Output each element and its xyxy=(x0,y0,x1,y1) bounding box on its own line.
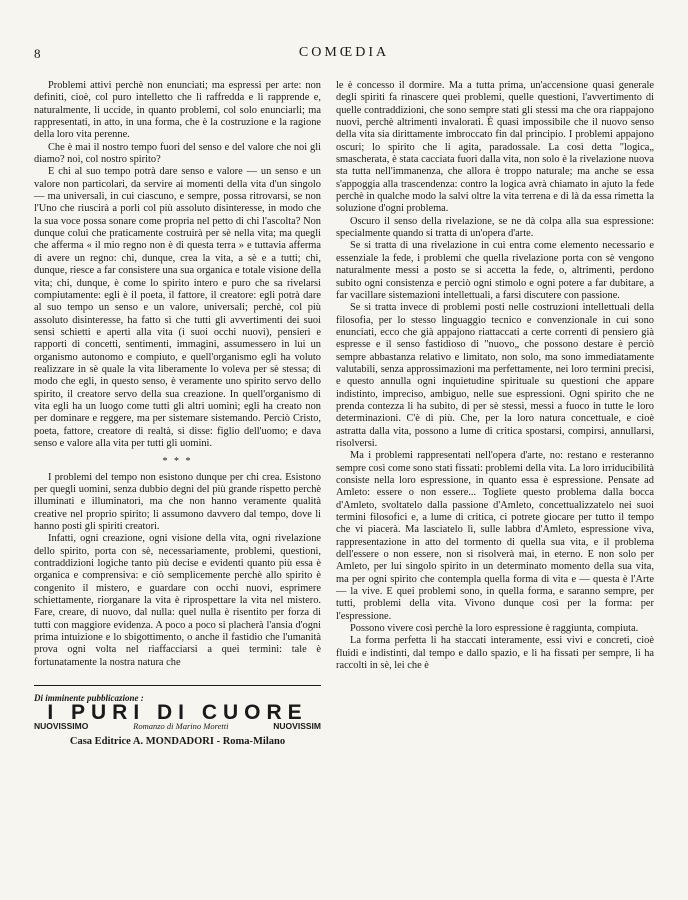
left-column xyxy=(34,80,321,749)
right-paragraph-4: Se si tratta invece di problemi posti nelle costruzioni intellettuali della filosofia, per lo stesso linguaggio tecnico e convenzionale in cui sono enunciati, ecco che già appajono riattaccati a certe correnti di pensiero già espresse e il senso fastidioso di "nuovo„ che possono destare è perciò sempre abbastanza relativo e limitato, non solo, ma sono immediatamente valutabili, senza approssimazioni ma perfettamente, nei loro termini precisi, e questo annulla ogni inquietudine spirituale su questioni che appare indistinto, impreciso, ambiguo, nelle sue espressioni. Ogni spirito che ne prenda contezza li ha subito, di per sè stessi, messi a fuoco in tutte le loro determinazioni. C'è di più. Che, per la loro natura concettuale, e cioè astratta dalla vita, possono a lume di critica spostarsi, compirsi, annullarsi, risolversi. xyxy=(336,302,654,449)
ad-tag-right: NUOVISSIM xyxy=(273,720,321,731)
right-paragraph-6: Possono vivere così perchè la loro espressione è raggiunta, compiuta. xyxy=(350,623,639,635)
right-paragraph-1: le è concesso il dormire. Ma a tutta prima, un'accensione quasi generale degli spiriti fa rinascere quei problemi, quelle questioni, l'avvertimento di quelle contraddizioni, che sono sempre stati gli stessi ma che ora riappajono nuovi, perchè altrimenti invalorati. È quasi impossibile che il nuovo senso della vita sia dirittamente imbroccato fin dal principio. I problemi appajono oscuri; lo spirito che li agita, paradossale. La così detta "logica„ smascherata, è stata cacciata fuori dalla vita, non solo è la rivelazione nuova sta tutta nell'immanenza, che allora è troppo naturale; ma anche se essa s'appoggia alla trascendenza: contro la logica avrà chiamato in ajuto la fede perchè in qualche modo la salvi oltre la vita terrena e di là da essa rimetta la soluzione d'ogni problema. xyxy=(336,80,654,215)
left-paragraph-5: Infatti, ogni creazione, ogni visione della vita, ogni rivelazione dello spirito, porta con sè, necessariamente, problemi, questioni, contraddizioni logiche tanto più decise e evidenti quanto più essa è organica e comprensiva: e ciò semplicemente perchè allo spirito è congenito il mistero, e guardare con occhi nuovi, esprimere schiettamente, riorganare la vita è riprospettare la vita nel mistero. Fare, creare, di nuovo, dal nulla: quel nulla è risentito per forza di tutti con maggiore evidenza. A poco a poco si placherà l'ansia d'ogni prima intuizione e lo sbigottimento, o anche il fastidio che l'umanità prova ogni volta nel riaffacciarsi a quei termini: tale è fortunatamente la nostra natura che xyxy=(34,533,321,668)
right-paragraph-7: La forma perfetta li ha staccati interamente, essi vivi e concreti, cioè fluidi e indistinti, dal tempo e dallo spazio, e li ha fissati per sempre, li ha raccolti in sè, lei che è xyxy=(336,635,654,672)
right-paragraph-5: Ma i problemi rappresentati nell'opera d'arte, no: restano e resteranno sempre così come sono stati fissati: problemi della vita. La loro irriducibilità consiste nella loro espressione, in quanto essa è espressione. Pensate ad Amleto: essere o non essere... Togliete questo problema dalla bocca d'Amleto, svoltatelo dalla passione d'Amleto, concettualizzatelo nei suoi termini filosofici e, a lume di critica, ci potrete giocare per tutto il tempo che vi piacerà. Ma lasciatelo lì, sulle labbra d'Amleto, espressione viva, rappresentazione in atto del tormento di quella sua vita, e il problema dell'essere o non essere, non si risolverà mai, in eterno. E non solo per Amleto, per lui singolo spirito in un determinato momento della sua vita, ma per ogni spirito che contempla quella forma di vita e — questa è l'Arte — la vive. E quei problemi sono, in quella forma, e saranno sempre, per tutti, problemi della vita. Vivono dunque così per la forma: per l'espressione. xyxy=(336,450,654,622)
ad-book-title: I PURI DI CUORE xyxy=(47,700,308,724)
right-paragraph-3: Se si tratta di una rivelazione in cui entra come elemento necessario e essenziale la fede, i problemi che quella rivelazione porta con sè vengono naturalmente messi a posto se si accetta la fede, o, altrimenti, perdono subito ogni consistenza e perciò ogni stimolo e ogni potere a far dubitare, a far vacillare sistemazioni intellettuali, a farsi discutere con passione. xyxy=(336,240,654,301)
ad-subline xyxy=(34,720,321,732)
left-paragraph-1: Problemi attivi perchè non enunciati; ma espressi per arte: non definiti, cioè, col puro intelletto che li raffredda e li rapprende e, naturalmente, li uccide, in quanto problemi, col solo enunciarli; ma rappresentati, in atto, in una forma, che è la costruzione e la ragione della loro vita perenne. xyxy=(34,80,321,141)
journal-title: COMŒDIA xyxy=(298,45,390,60)
ad-tag-left: NUOVISSIMO xyxy=(34,720,89,731)
right-paragraph-2: Oscuro il senso della rivelazione, se ne dà colpa alla sua espressione: specialmente quando si tratta di un'opera d'arte. xyxy=(336,215,654,240)
book-advertisement xyxy=(34,685,321,748)
section-separator: * * * xyxy=(162,456,193,468)
ad-announcement: Di imminente pubblicazione : xyxy=(34,693,144,704)
right-column xyxy=(336,80,654,673)
ad-author-credit: Romanzo di Marino Moretti xyxy=(133,720,229,731)
left-paragraph-3: E chi al suo tempo potrà dare senso e valore — un senso e un valore non particolari, da servire ai momenti della vita d'un singolo — ma universali, in cui ciascuno, e sempre, possa ritrovarsi, se non l'Uno che riuscirà a porli col più assoluto disinteresse, in modo che la sua voce possa sonare come propria nel petto di chi l'ascolta? Non dunque colui che praticamente costruirà per sè nella vita; ma quegli che afferma « il mio regno non è di questa terra » e tuttavia afferma di avere un regno: chi, dunque, crea la vita, a sè e a tutti; chi, dunque, riesce a far consistere una sua organica e totale visione della vita; chi, dunque, è come lo spirito intero e puro che sa rivelarsi compiutamente: egli è il poeta, il fattore, il creatore: egli potrà dare al suo tempo un senso e un valore, universali; perchè, col più assoluto disinteresse, ha fatto sì che tutti gli avvertimenti dei suoi sensi schietti e aperti alla vita (i suoi occhi nuovi), pensieri e rapporti di concetti, sentimenti, immagini, assumessero in lui un organismo autonomo e compiuto, e quell'organismo egli ha voluto realizzare in sè quale la vita liberamente lo voleva per sè stessa; di modo che egli, in questo senso, è veramente uno spirito servo dello spirito, il creatore servo della sua creazione. In quell'organismo di vita egli ha un luogo come tutti gli altri uomini; egli ha creato non per dominare e reggere, ma per sistemare sistemando. Perciò Cristo, poeta, fattore, creatore di realtà, si disse: figlio dell'uomo; e dava senso e valore alla vita per tutti gli uomini. xyxy=(34,166,321,449)
page-number: 8 xyxy=(34,46,41,61)
left-paragraph-2: Che è mai il nostro tempo fuori del senso e del valore che noi gli diamo? noi, col nostro spirito? xyxy=(34,141,321,166)
left-paragraph-4: I problemi del tempo non esistono dunque per chi crea. Esistono per quegli uomini, senza dubbio degni del più grande rispetto perchè illuminati e illuminatori, ma che non hanno veramente qualità creative nel proprio spirito; li assumono davvero dal tempo, dove li hanno posti gli spiriti creatori. xyxy=(34,471,321,533)
ad-publisher: Casa Editrice A. MONDADORI - Roma-Milano xyxy=(69,736,286,748)
